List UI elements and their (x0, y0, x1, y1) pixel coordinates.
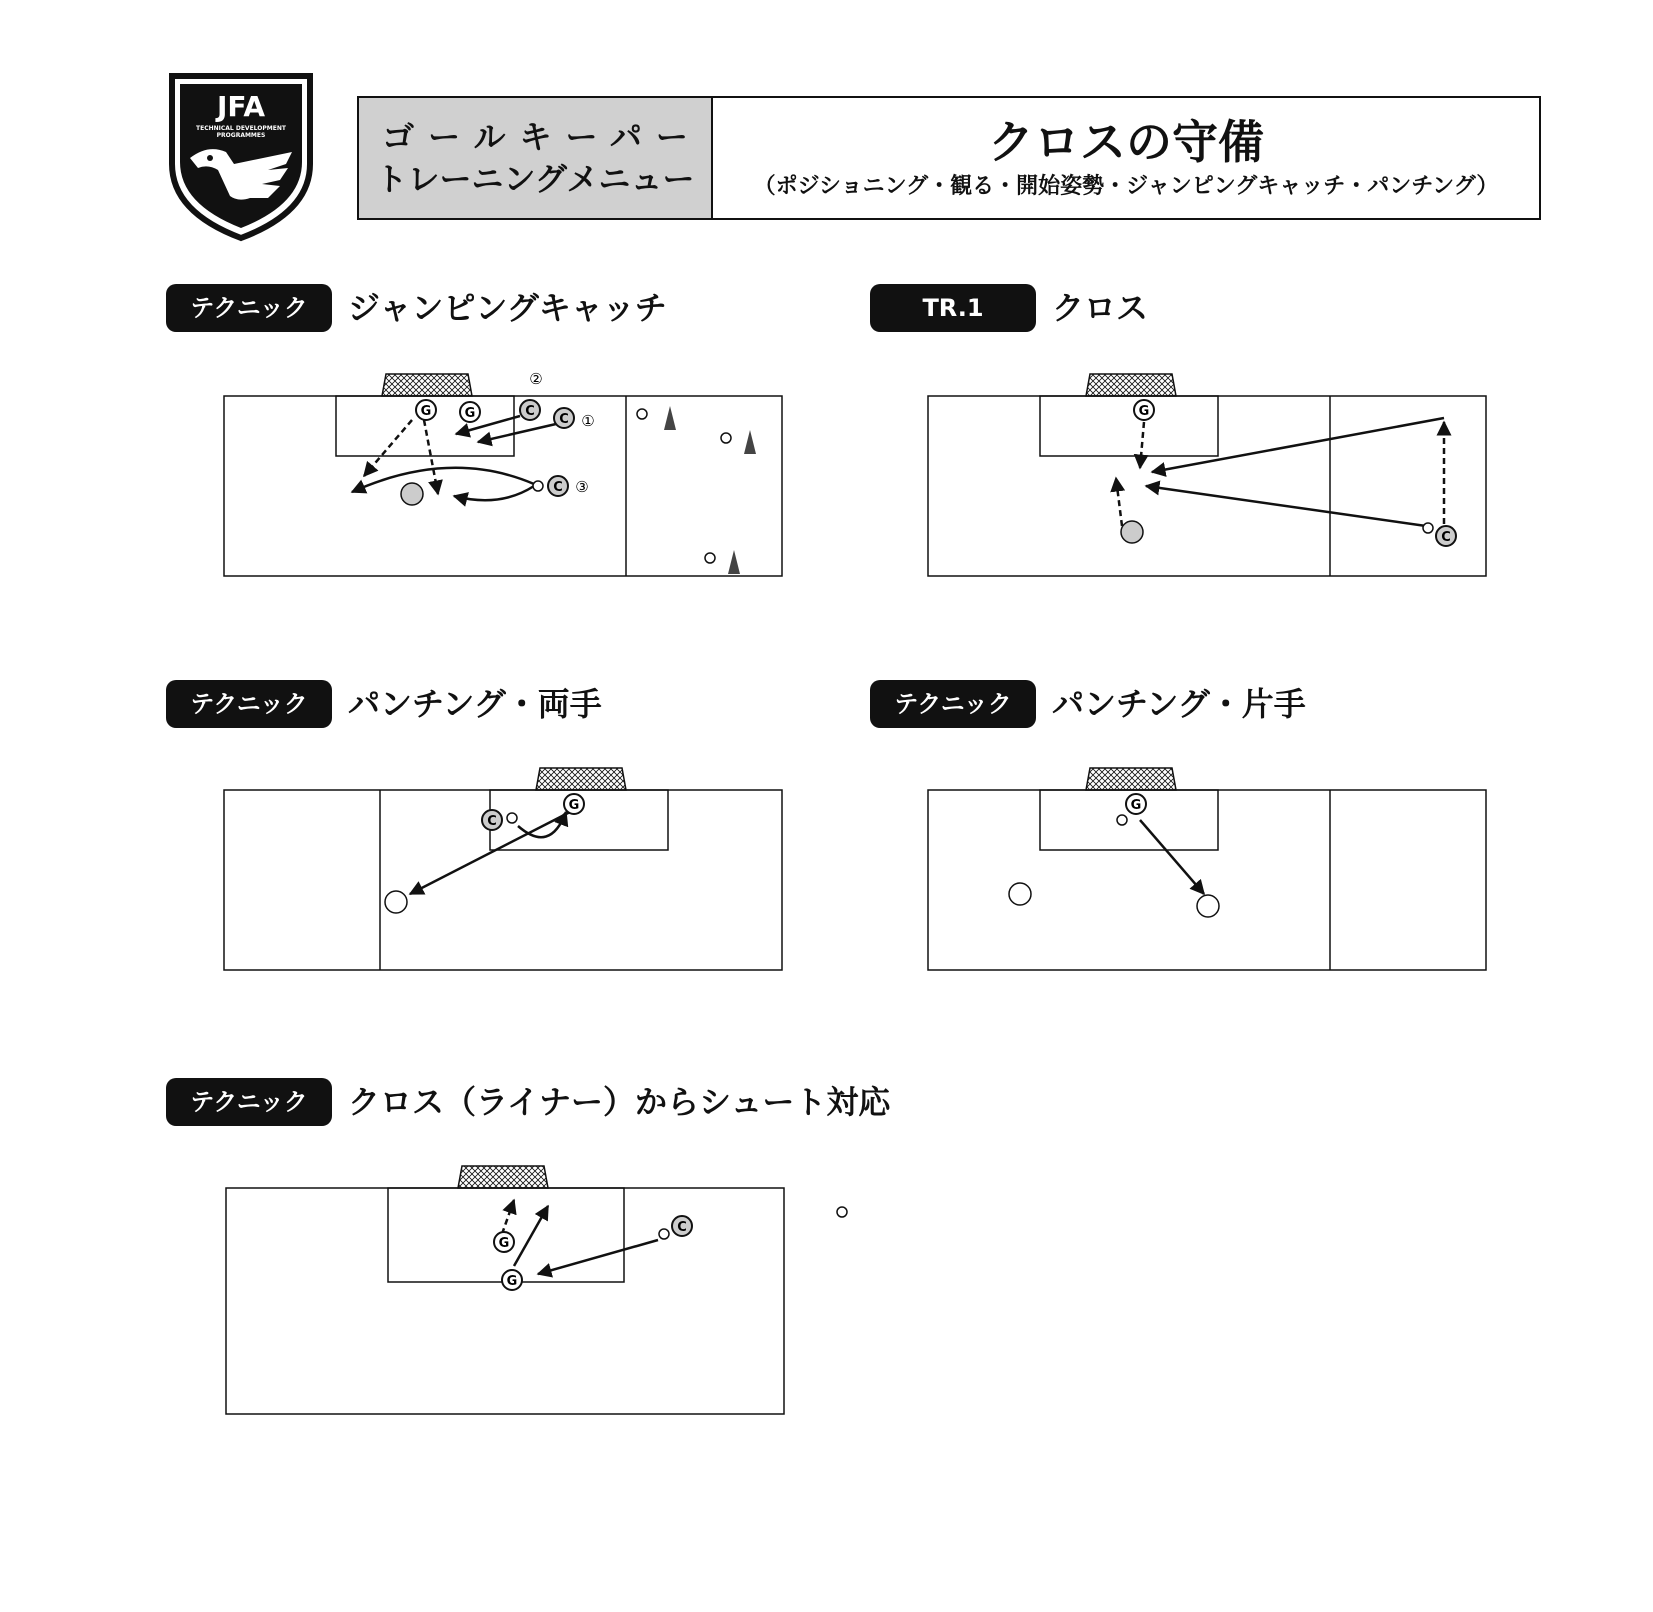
ball-icon (659, 1229, 669, 1239)
section-title-2: クロス (1052, 289, 1149, 327)
goal-net (536, 768, 626, 790)
svg-text:G: G (506, 1274, 518, 1289)
step-number: ① (581, 412, 595, 430)
coach-marker (482, 810, 502, 830)
page-subtitle: （ポジショニング・観る・開始姿勢・ジャンピングキャッチ・パンチング） (753, 174, 1499, 199)
jfa-logo (168, 72, 314, 242)
section-title-1: ジャンピングキャッチ (348, 289, 667, 327)
category-line-1: ゴールキーパー (382, 118, 702, 156)
goal-area (1040, 396, 1218, 456)
goalkeeper-marker (1134, 400, 1154, 420)
header-title-area (713, 98, 1539, 218)
svg-text:G: G (464, 406, 476, 421)
logo-text: JFA (216, 90, 266, 123)
diagram-cross (904, 360, 1504, 600)
ball-icon (1423, 523, 1433, 533)
goal-net (1086, 768, 1176, 790)
goal-net (382, 374, 472, 396)
svg-text:G: G (1138, 404, 1150, 419)
svg-text:G: G (498, 1236, 510, 1251)
svg-text:C: C (677, 1220, 687, 1235)
section-title-5: クロス（ライナー）からシュート対応 (348, 1083, 891, 1121)
cone-icon (728, 550, 740, 574)
section-title-4: パンチング・片手 (1052, 685, 1306, 723)
ball-icon (507, 813, 517, 823)
section-badge-1: テクニック (166, 284, 332, 332)
pitch-area (928, 790, 1486, 970)
goal-net (1086, 374, 1176, 396)
ball-icon (837, 1207, 847, 1217)
player-marker (1121, 521, 1143, 543)
header-category (359, 98, 713, 218)
player-marker (1009, 883, 1031, 905)
goal-net (458, 1166, 548, 1188)
diagram-punching-both-hands (200, 754, 800, 994)
diagram-punching-one-hand (904, 754, 1504, 994)
svg-text:C: C (525, 404, 535, 419)
pitch-area (224, 790, 782, 970)
page-title: クロスの守備 (988, 115, 1264, 169)
section-title-3: パンチング・両手 (348, 685, 602, 723)
ball-icon (637, 409, 647, 419)
svg-text:C: C (1441, 530, 1451, 545)
goalkeeper-marker (564, 794, 584, 814)
coach-marker (520, 400, 540, 420)
logo-subtext: TECHNICAL DEVELOPMENT (196, 125, 286, 132)
pitch-area (224, 396, 782, 576)
pitch-area (928, 396, 1486, 576)
category-line-2: トレーニングメニュー (375, 160, 695, 198)
svg-text:C: C (553, 480, 563, 495)
ball-icon (721, 433, 731, 443)
diagram-liner-cross-shot (202, 1150, 802, 1420)
coach-marker (1436, 526, 1456, 546)
svg-text:G: G (420, 404, 432, 419)
cone-icon (744, 430, 756, 454)
section-badge-4: テクニック (870, 680, 1036, 728)
header-box (357, 96, 1541, 220)
player-marker (401, 483, 423, 505)
player-marker (1197, 895, 1219, 917)
goalkeeper-marker (502, 1270, 522, 1290)
svg-text:G: G (568, 798, 580, 813)
step-number: ② (529, 370, 543, 388)
section-badge-3: テクニック (166, 680, 332, 728)
player-marker (385, 891, 407, 913)
svg-text:G: G (1130, 798, 1142, 813)
ball-icon (1117, 815, 1127, 825)
section-badge-2: TR.1 (870, 284, 1036, 332)
step-number: ③ (575, 478, 589, 496)
coach-marker (554, 408, 574, 428)
diagram-jumping-catch (200, 360, 800, 600)
goalkeeper-marker (460, 402, 480, 422)
ball-icon (533, 481, 543, 491)
logo-subtext-2: PROGRAMMES (216, 132, 266, 139)
coach-marker (548, 476, 568, 496)
goalkeeper-marker (416, 400, 436, 420)
svg-text:C: C (487, 814, 497, 829)
coach-marker (672, 1216, 692, 1236)
svg-text:C: C (559, 412, 569, 427)
cone-icon (664, 406, 676, 430)
goalkeeper-marker (1126, 794, 1146, 814)
section-badge-5: テクニック (166, 1078, 332, 1126)
goalkeeper-marker (494, 1232, 514, 1252)
ball-icon (705, 553, 715, 563)
